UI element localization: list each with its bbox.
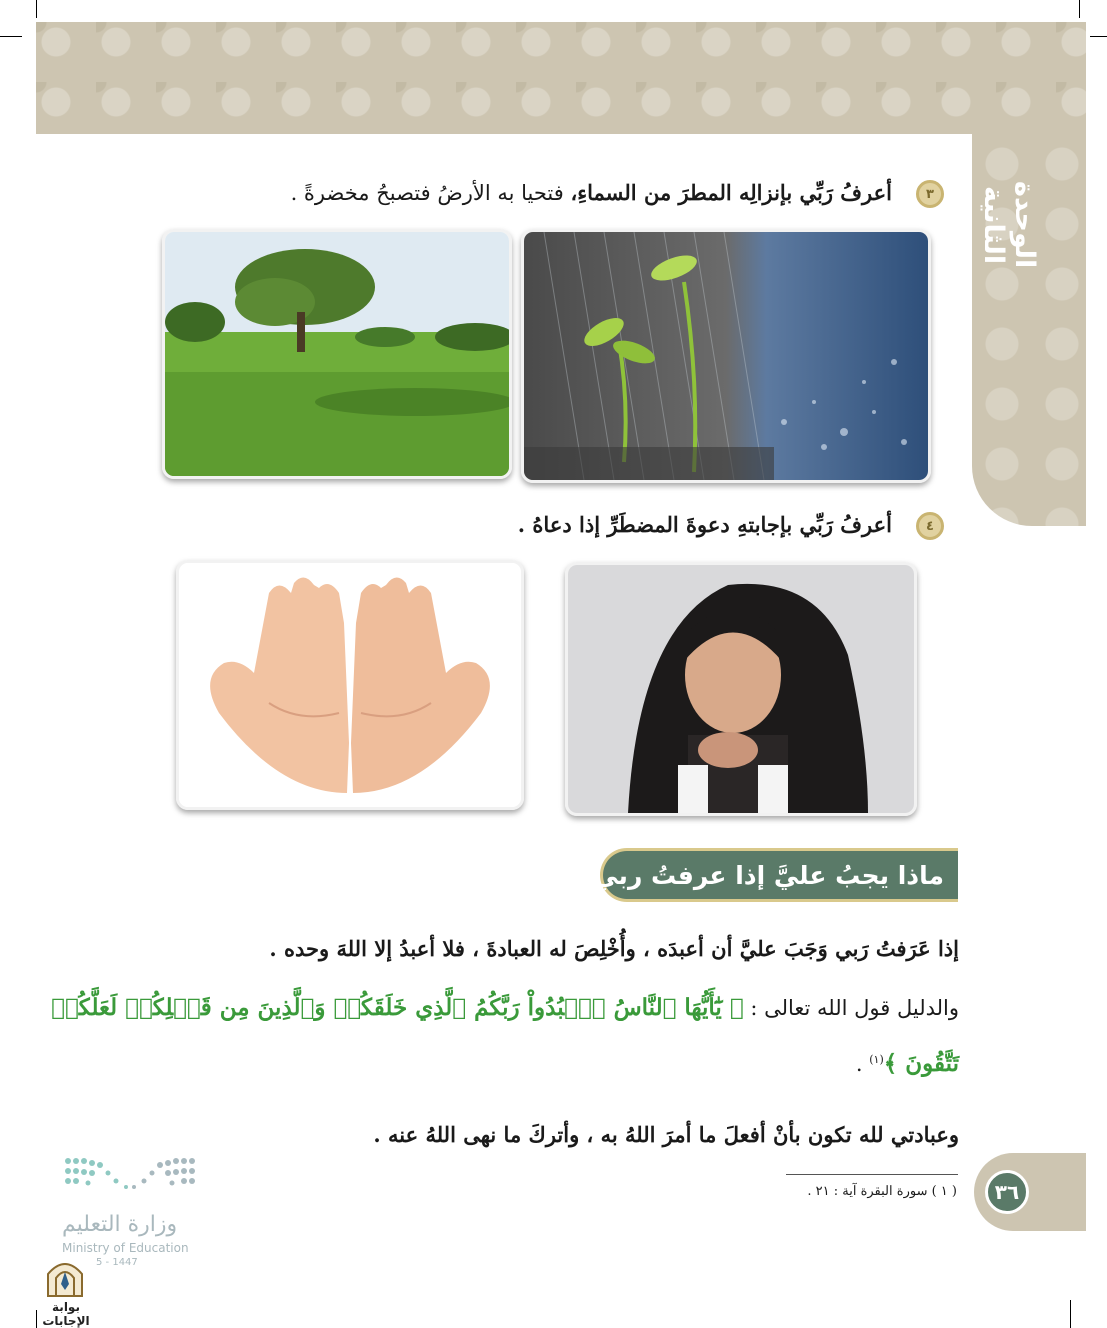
ministry-name-arabic: وزارة التعليم [62, 1212, 178, 1237]
ministry-name-english: Ministry of Education [62, 1241, 189, 1255]
item-text-bold: أعرفُ رَبِّي بإجابتهِ دعوةَ المضطَرِّ إذا دعاهُ . [517, 512, 892, 537]
page-number: ٣٦ [985, 1170, 1029, 1214]
footnote-rule [786, 1174, 958, 1175]
open-hands-illustration [179, 563, 521, 807]
ministry-logo-icon [60, 1155, 200, 1200]
girl-praying-illustration [568, 565, 914, 813]
item-text-bold: أعرفُ رَبِّي بإنزالِه المطرَ من السماءِ، [570, 180, 892, 205]
crop-mark [1090, 36, 1107, 37]
verse-text-end: تَتَّقُونَ ﴾ [883, 1050, 959, 1077]
section-title: ماذا يجبُ عليَّ إذا عرفتُ ربي؟ [578, 860, 944, 890]
rain-sprout-image [521, 229, 931, 483]
item-text-regular: فتحيا به الأرضُ فتصبحُ مخضرةً . [290, 181, 571, 205]
ministry-year: 5 - 1447 [96, 1257, 138, 1268]
item-number: ٣ [926, 186, 934, 202]
paragraph-obedience: وعبادتي لله تكون بأنْ أفعلَ ما أمرَ اللهُ به ، وأتركَ ما نهى اللهُ عنه . [373, 1122, 959, 1147]
unit-label: الوحدة الثانية [978, 181, 1040, 269]
evidence-line-continued [856, 1050, 959, 1077]
item-text-4 [518, 512, 892, 537]
verse-text: ﴿ يَٰٓأَيُّهَا ٱلنَّاسُ ٱعۡبُدُواْ رَبَّكُمُ ٱلَّذِي خَلَقَكُمۡ وَٱلَّذِينَ مِن قَبۡلِكُمۡ لَعَلَّكُمۡ [51, 994, 744, 1021]
item-text-3 [291, 180, 892, 205]
answers-portal-text: بوابة الإجابات [42, 1300, 90, 1328]
crop-mark [1079, 0, 1080, 18]
item-number-badge [916, 512, 944, 540]
open-hands-image [176, 560, 524, 810]
green-field-image [162, 229, 512, 479]
crop-mark [0, 36, 22, 37]
green-field-illustration [165, 232, 509, 476]
crop-mark [1070, 1300, 1071, 1328]
section-title-banner [578, 848, 958, 902]
item-number: ٤ [926, 518, 934, 534]
header-pattern-band [36, 22, 1086, 134]
item-number-badge [916, 180, 944, 208]
paragraph-worship: إذا عَرَفتُ رَبي وَجَبَ عليَّ أن أعبدَه ، وأُخْلِصَ له العبادةَ ، فلا أعبدُ إلا اللهَ وحده . [269, 936, 959, 961]
footnote: ( ١ ) سورة البقرة آية : ٢١ . [807, 1184, 957, 1199]
girl-praying-image [565, 562, 917, 816]
evidence-intro: والدليل قول الله تعالى : [743, 996, 959, 1020]
rain-sprout-illustration [524, 232, 928, 480]
answers-portal-logo-icon [44, 1258, 86, 1298]
evidence-line [51, 994, 959, 1021]
verse-end-punct: . [855, 1052, 870, 1076]
crop-mark [36, 0, 37, 18]
verse-footnote-ref: (١) [869, 1053, 884, 1066]
